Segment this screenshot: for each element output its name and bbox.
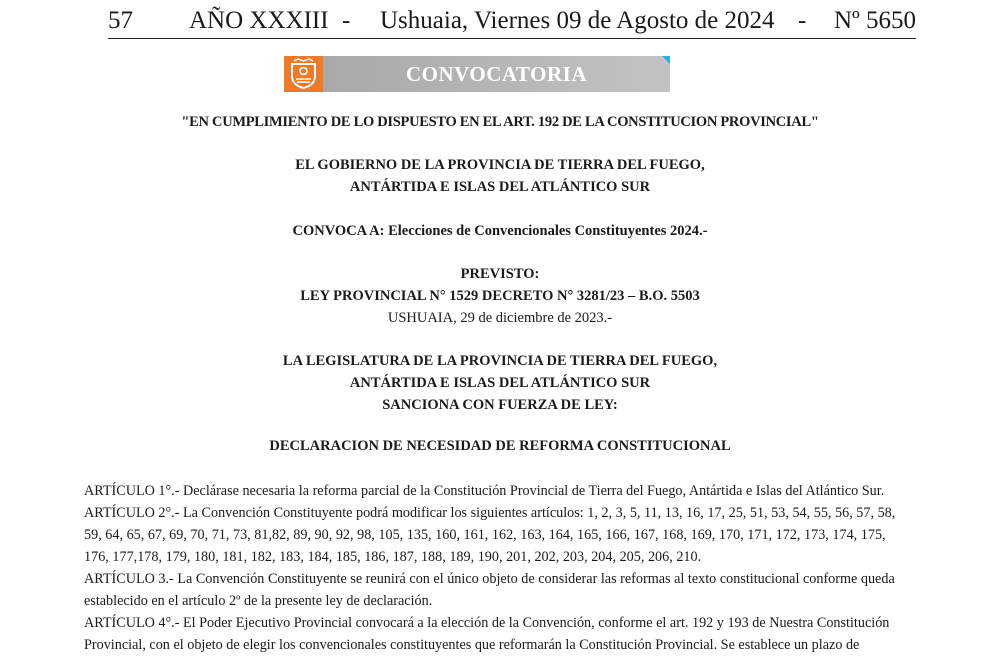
header-separator: -: [342, 7, 351, 34]
article-text-line: ARTÍCULO 1°.- Declárase necesaria la reforma parcial de la Constitución Provincial de Tierra del Fuego, Antártida e Islas del Atlántico Sur.: [84, 483, 885, 499]
government-line-2: ANTÁRTIDA E ISLAS DEL ATLÁNTICO SUR: [349, 179, 651, 195]
bulletin-number: Nº 5650: [833, 7, 916, 34]
bulletin-header: [108, 4, 916, 39]
provincial-coat-of-arms-icon: [284, 56, 323, 92]
article-text-line: Provincial, con el objeto de elegir los convencionales constituyentes que reformarán la Constitución Provincial. Se establece un plazo de: [84, 637, 860, 653]
legislatura-line-2: ANTÁRTIDA E ISLAS DEL ATLÁNTICO SUR: [349, 375, 651, 391]
article-text-line: ARTÍCULO 2°.- La Convención Constituyente podrá modificar los siguientes artículos: 1, 2, 3, 5, 11, 13, 16, 17, 25, 51, 53, 54, 55, 56, 57, 58,: [84, 505, 896, 521]
article-text-line: ARTÍCULO 4°.- El Poder Ejecutivo Provincial convocará a la elección de la Convención, conforme el art. 192 y 193 de Nuestra Constitución: [84, 615, 890, 631]
bulletin-year: AÑO XXXIII: [189, 7, 329, 34]
constitution-quote: "EN CUMPLIMIENTO DE LO DISPUESTO EN EL ART. 192 DE LA CONSTITUCION PROVINCIAL": [181, 114, 819, 130]
declaration-title: DECLARACION DE NECESIDAD DE REFORMA CONSTITUCIONAL: [269, 438, 731, 454]
banner-bar: [323, 56, 670, 92]
header-separator: -: [798, 7, 807, 34]
convoca-line: CONVOCA A: Elecciones de Convencionales Constituyentes 2024.-: [292, 223, 708, 239]
law-reference: LEY PROVINCIAL N° 1529 DECRETO N° 3281/23 – B.O. 5503: [300, 288, 700, 304]
article-text-line: 59, 64, 65, 67, 69, 70, 71, 73, 81,82, 89, 90, 92, 98, 105, 135, 160, 161, 162, 163, 164, 165, 166, 167, 168, 169, 170, 171, 172, 173, 174, 175,: [84, 527, 886, 543]
article-text-line: ARTÍCULO 3.- La Convención Constituyente se reunirá con el único objeto de considerar las reformas al texto constitucional conforme queda: [84, 571, 895, 587]
law-date: USHUAIA, 29 de diciembre de 2023.-: [387, 310, 613, 326]
legislatura-line-1: LA LEGISLATURA DE LA PROVINCIA DE TIERRA DEL FUEGO,: [282, 353, 718, 369]
banner-title: CONVOCATORIA: [406, 62, 587, 86]
convocatoria-banner: [284, 56, 670, 92]
government-line-1: EL GOBIERNO DE LA PROVINCIA DE TIERRA DEL FUEGO,: [295, 157, 705, 173]
place-date: Ushuaia, Viernes 09 de Agosto de 2024: [380, 7, 775, 34]
previsto-label: PREVISTO:: [460, 266, 540, 282]
article-text-line: 176, 177,178, 179, 180, 181, 182, 183, 184, 185, 186, 187, 188, 189, 190, 201, 202, 203, 204, 205, 206, 210.: [84, 549, 702, 565]
sanciona-line: SANCIONA CON FUERZA DE LEY:: [382, 397, 618, 413]
article-text-line: establecido en el artículo 2º de la presente ley de declaración.: [84, 593, 433, 609]
page-number: 57: [108, 7, 133, 34]
